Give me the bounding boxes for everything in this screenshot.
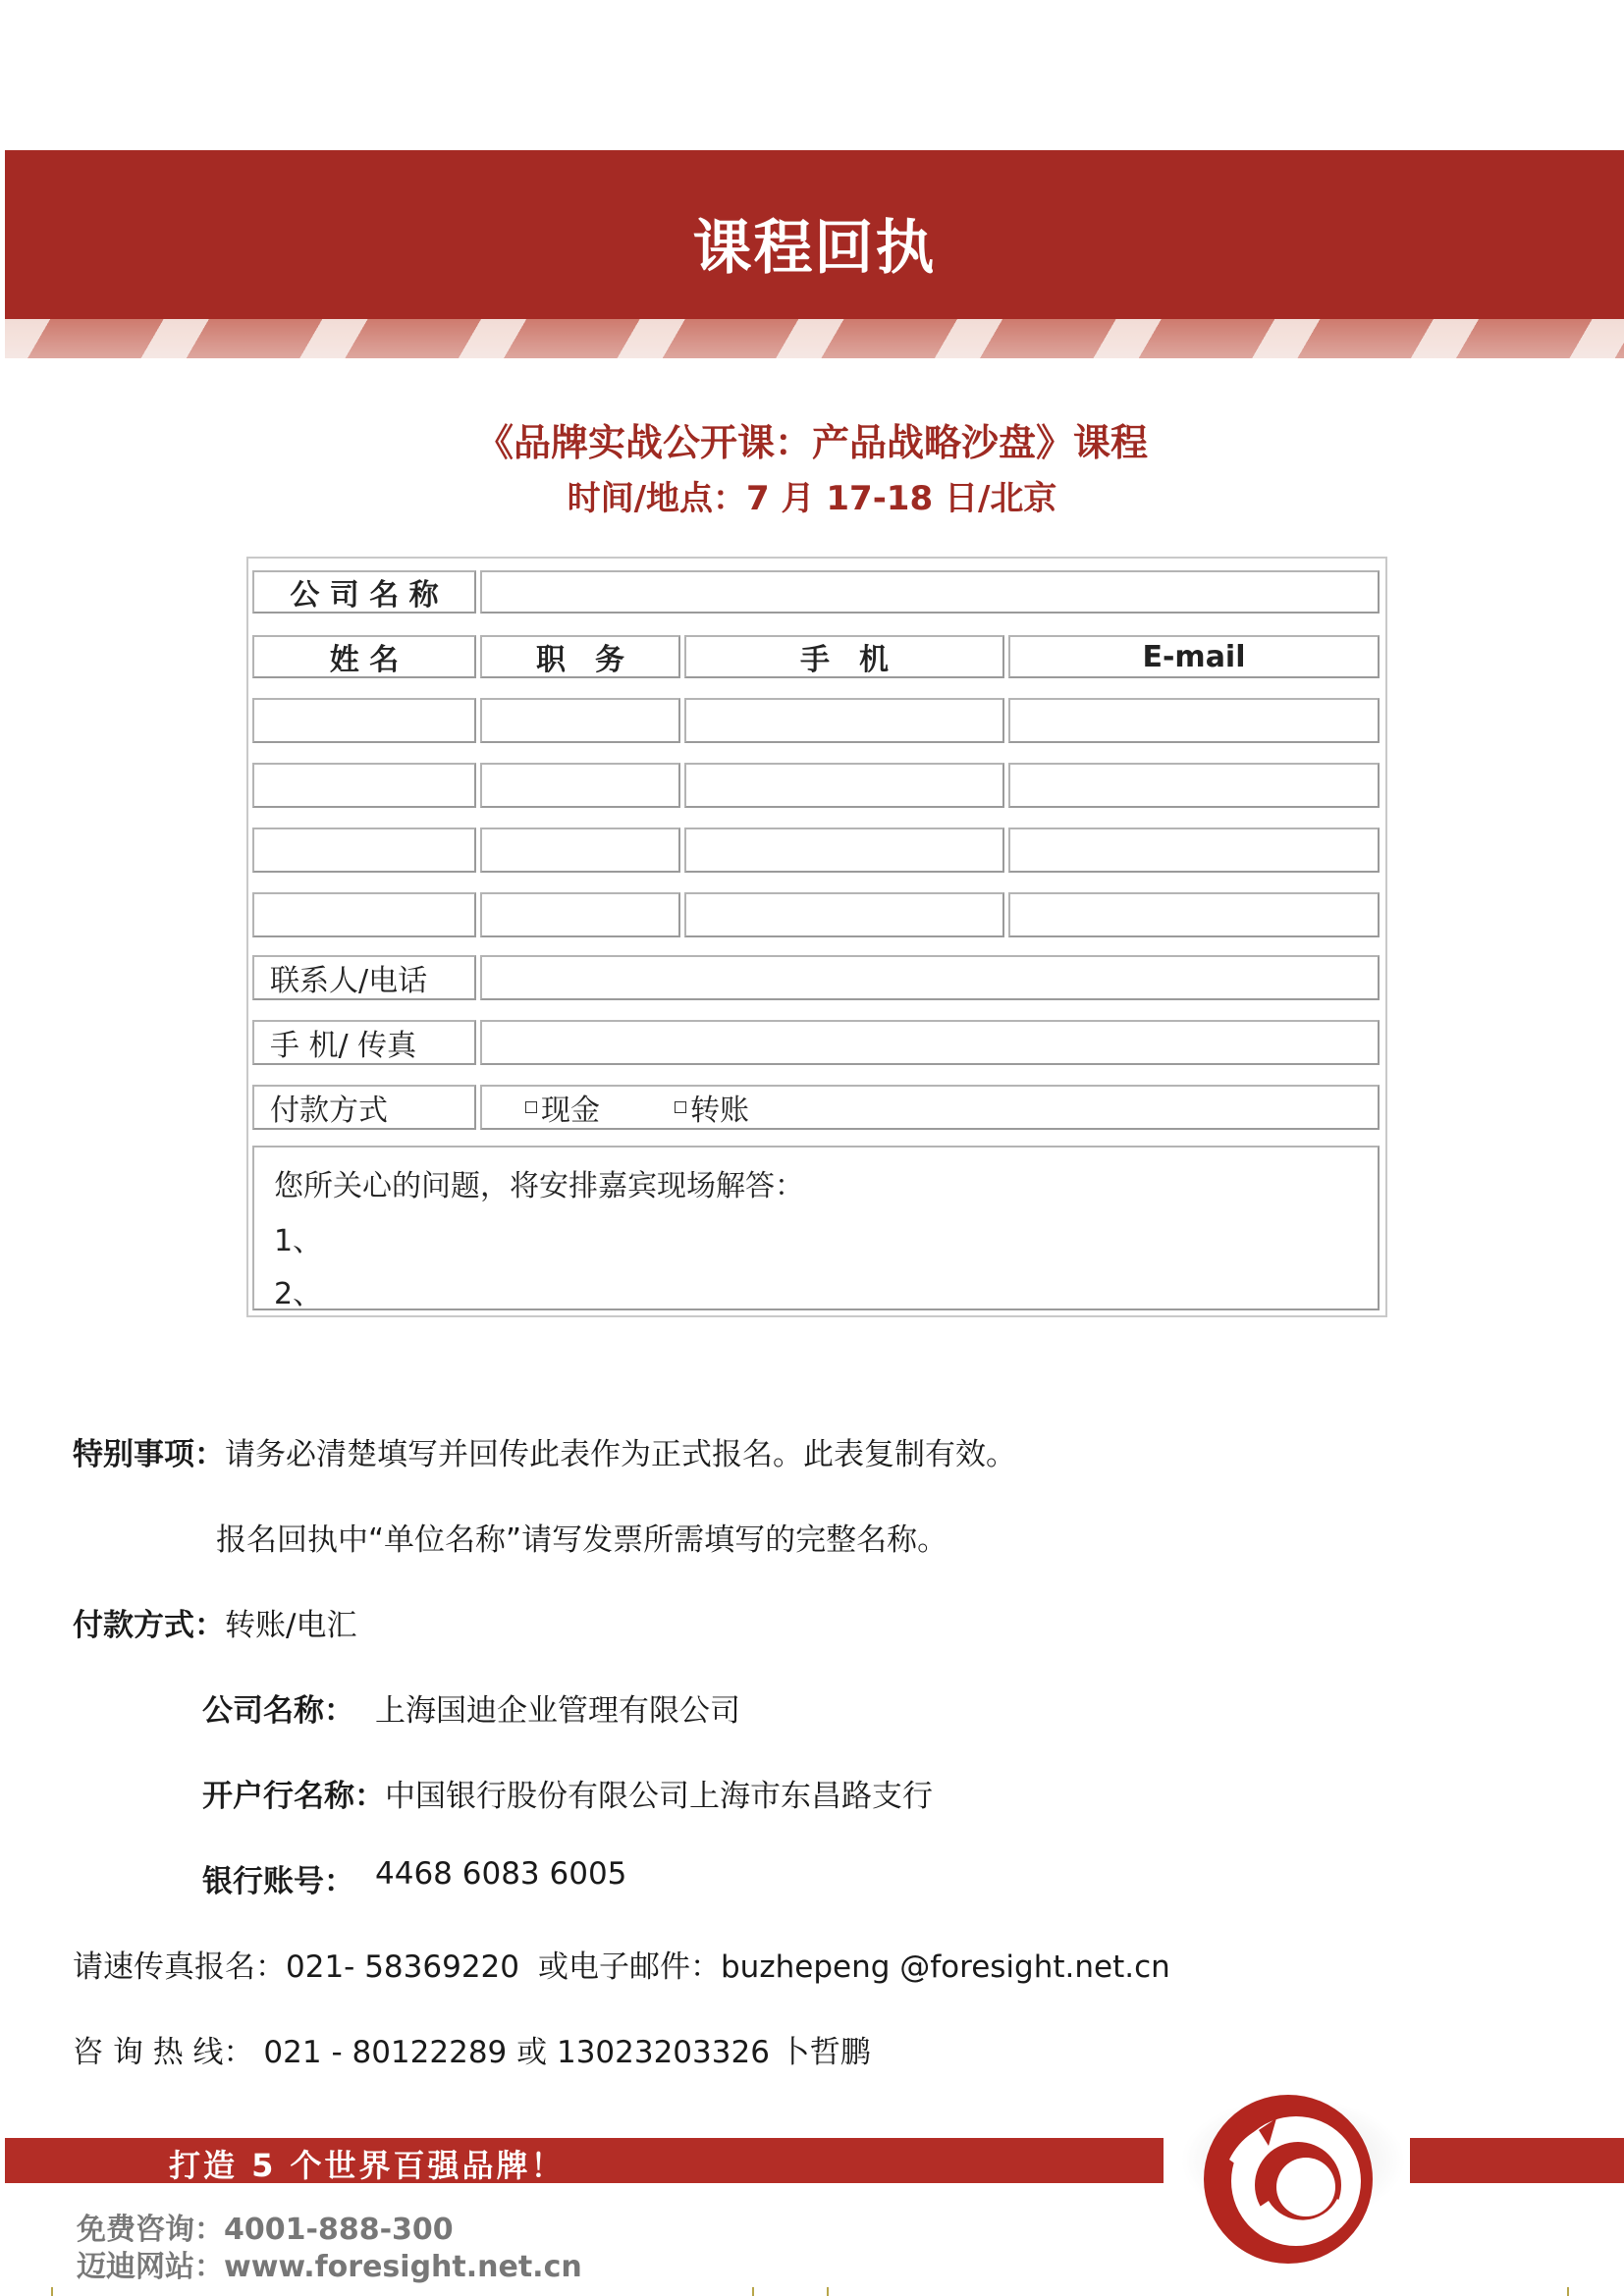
bank-info (202, 1771, 933, 1815)
question-line-2: 2、 (274, 1277, 323, 1311)
payment-method-label: 付款方式 (252, 1085, 476, 1130)
contact-phone-field[interactable] (480, 955, 1380, 1000)
registration-form (246, 557, 1387, 1317)
footer-consult: 免费咨询：4001-888-300 (77, 2213, 454, 2247)
column-header-position: 职 务 (480, 635, 680, 678)
questions-field[interactable] (252, 1146, 1380, 1310)
course-title: 《品牌实战公开课：产品战略沙盘》课程 (475, 421, 1148, 464)
payment-option-transfer[interactable] (675, 1087, 749, 1128)
email-field[interactable] (1008, 698, 1380, 743)
payment-option-label: 转账 (690, 1094, 749, 1128)
special-notes-text: 请务必清楚填写并回传此表作为正式报名。此表复制有效。 (225, 1437, 1016, 1472)
company-name-label: 公 司 名 称 (252, 570, 476, 614)
contact-phone-label: 联系人/电话 (252, 955, 476, 1000)
position-field[interactable] (480, 698, 680, 743)
name-field[interactable] (252, 698, 476, 743)
email-field[interactable] (1008, 892, 1380, 937)
company-name-field[interactable] (480, 570, 1380, 614)
fax-line: 请速传真报名：021- 58369220 (73, 1949, 519, 1985)
questions-prompt: 您所关心的问题，将安排嘉宾现场解答： (274, 1169, 804, 1203)
checkbox-icon[interactable] (525, 1101, 537, 1113)
account-info (202, 1856, 354, 1900)
page-tick (827, 2287, 829, 2296)
payment-info-text: 转账/电汇 (225, 1608, 357, 1643)
company-info (202, 1685, 354, 1730)
payment-method-options (480, 1085, 1380, 1130)
company-logo-icon (1200, 2091, 1377, 2268)
checkbox-icon[interactable] (675, 1101, 686, 1113)
name-field[interactable] (252, 763, 476, 808)
course-time-place: 时间/地点：7 月 17-18 日/北京 (567, 479, 1057, 518)
mobile-field[interactable] (684, 828, 1004, 873)
position-field[interactable] (480, 763, 680, 808)
position-field[interactable] (480, 892, 680, 937)
special-notes-2: 报名回执中“单位名称”请写发票所需填写的完整名称。 (216, 1522, 948, 1558)
payment-option-cash[interactable] (525, 1087, 600, 1128)
account-info-label: 银行账号： (202, 1864, 354, 1899)
footer-slogan: 打造 5 个世界百强品牌！ (169, 2147, 566, 2184)
payment-info-label: 付款方式： (73, 1608, 225, 1643)
page-tick (752, 2287, 754, 2296)
header-banner (5, 150, 1624, 319)
email-field[interactable] (1008, 828, 1380, 873)
company-info-label: 公司名称： (202, 1693, 354, 1729)
column-header-mobile: 手 机 (684, 635, 1004, 678)
mobile-fax-field[interactable] (480, 1020, 1380, 1065)
mobile-field[interactable] (684, 892, 1004, 937)
payment-option-label: 现金 (541, 1094, 600, 1128)
bank-info-value: 中国银行股份有限公司上海市东昌路支行 (385, 1779, 933, 1814)
bank-info-label: 开户行名称： (202, 1779, 385, 1814)
mobile-fax-label: 手 机/ 传真 (252, 1020, 476, 1065)
page-tick (51, 2287, 53, 2296)
column-header-email: E-mail (1008, 635, 1380, 678)
special-notes-label: 特别事项： (73, 1437, 225, 1472)
name-field[interactable] (252, 892, 476, 937)
hotline-line: 咨 询 热 线： 021 - 80122289 或 13023203326 卜哲鹏 (73, 2035, 871, 2070)
page-title: 课程回执 (692, 214, 937, 283)
footer-bar-right (1410, 2138, 1624, 2183)
email-field[interactable] (1008, 763, 1380, 808)
column-header-name: 姓 名 (252, 635, 476, 678)
position-field[interactable] (480, 828, 680, 873)
footer-website[interactable]: 迈迪网站：www.foresight.net.cn (77, 2250, 582, 2284)
decorative-stripe (5, 319, 1624, 358)
account-info-value: 4468 6083 6005 (375, 1856, 627, 1892)
email-line: 或电子邮件：buzhepeng @foresight.net.cn (538, 1949, 1170, 1985)
mobile-field[interactable] (684, 698, 1004, 743)
mobile-field[interactable] (684, 763, 1004, 808)
page-tick (1567, 2287, 1569, 2296)
company-info-value: 上海国迪企业管理有限公司 (375, 1693, 740, 1729)
payment-info (73, 1600, 356, 1644)
name-field[interactable] (252, 828, 476, 873)
special-notes (73, 1429, 1016, 1473)
question-line-1: 1、 (274, 1224, 323, 1258)
